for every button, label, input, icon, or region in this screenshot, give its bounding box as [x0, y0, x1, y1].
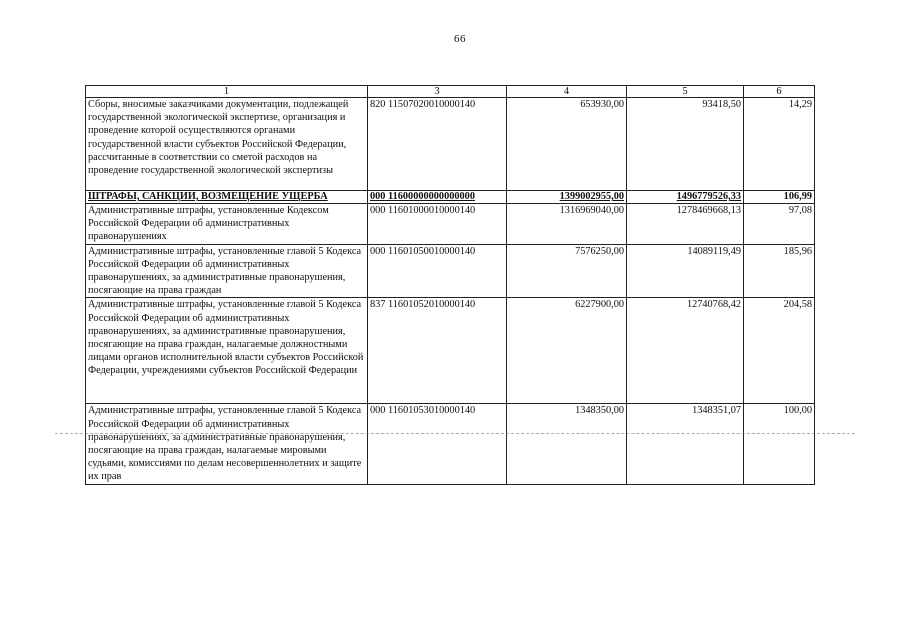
- table-row: [86, 298, 815, 404]
- row-code: 000 11601053010000140: [368, 404, 507, 484]
- row-name: ШТРАФЫ, САНКЦИИ, ВОЗМЕЩЕНИЕ УЩЕРБА: [86, 191, 368, 204]
- row-plan: 1399002955,00: [507, 191, 627, 204]
- row-percent: 97,08: [788, 205, 812, 216]
- header-col-6: 6: [744, 86, 815, 98]
- row-percent: 185,96: [783, 245, 812, 257]
- budget-table: [85, 85, 815, 485]
- header-col-3: 3: [368, 86, 507, 98]
- row-actual: 1278469668,13: [627, 204, 744, 245]
- row-plan: 653930,00: [507, 98, 627, 191]
- row-plan: 6227900,00: [507, 298, 627, 404]
- table-row: [86, 204, 815, 245]
- row-code: 000 11600000000000000: [368, 191, 507, 204]
- header-col-1: 1: [86, 86, 368, 98]
- row-actual: 1348351,07: [627, 404, 744, 484]
- row-actual: 14089119,49: [627, 244, 744, 298]
- row-code: 000 11601000010000140: [368, 204, 507, 245]
- table-row: [86, 98, 815, 191]
- row-plan: 1316969040,00: [507, 204, 627, 245]
- row-percent: 204,58: [783, 299, 812, 311]
- row-plan: 1348350,00: [507, 404, 627, 484]
- table-row: [86, 244, 815, 298]
- row-actual: 1496779526,33: [627, 191, 744, 204]
- page-number: 66: [454, 33, 466, 45]
- row-name: Административные штрафы, установленные Кодексом Российской Федерации об административных правонарушениях: [86, 204, 368, 245]
- row-code: 837 11601052010000140: [368, 298, 507, 404]
- row-percent: 100,00: [783, 405, 812, 417]
- row-percent: 106,99: [783, 191, 812, 202]
- row-name: Административные штрафы, установленные главой 5 Кодекса Российской Федерации об административных правонарушениях, за административные правонарушения, посягающие на права граждан, налагаемые мировыми судьями, комиссиями по делам несовершеннолетних и защите их прав: [86, 404, 368, 484]
- table-row: [86, 404, 815, 484]
- row-actual: 93418,50: [627, 98, 744, 191]
- row-actual: 12740768,42: [627, 298, 744, 404]
- scan-artifact-line: [55, 433, 855, 434]
- row-name: Административные штрафы, установленные главой 5 Кодекса Российской Федерации об административных правонарушениях, за административные правонарушения, посягающие на права граждан, налагаемые должностными лицами органов исполнительной власти субъектов Российской Федерации, учреждениями субъектов Российской Федерации: [86, 298, 368, 404]
- table-row: [86, 191, 815, 204]
- row-plan: 7576250,00: [507, 244, 627, 298]
- row-name: Сборы, вносимые заказчиками документации, подлежащей государственной экологической экспертизе, организация и проведение которой осуществляются органами государственной власти субъектов Российской Федерации, рассчитанные в соответствии со сметой расходов на проведение государственной экологической экспертизы: [86, 98, 368, 191]
- row-code: 000 11601050010000140: [368, 244, 507, 298]
- header-col-5: 5: [627, 86, 744, 98]
- row-percent: 14,29: [788, 99, 812, 110]
- row-code: 820 11507020010000140: [368, 98, 507, 191]
- row-name: Административные штрафы, установленные главой 5 Кодекса Российской Федерации об административных правонарушениях, за административные правонарушения, посягающие на права граждан: [86, 244, 368, 298]
- header-col-4: 4: [507, 86, 627, 98]
- table-header-row: [86, 86, 815, 98]
